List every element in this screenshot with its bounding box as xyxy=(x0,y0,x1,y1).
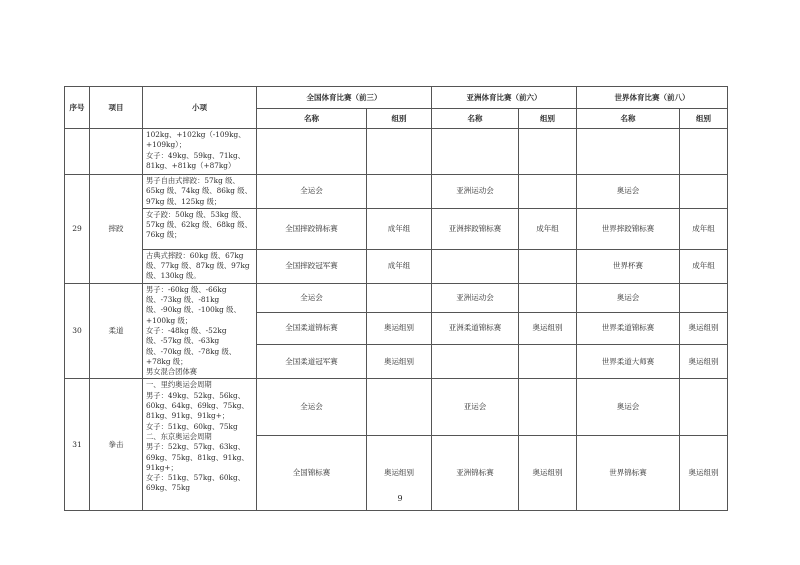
cell-asian-group xyxy=(519,283,577,312)
cell-world-name: 世界杯赛 xyxy=(577,249,680,283)
cell-sub-items: 一、里约奥运会周期 男子：49kg、52kg、56kg、60kg、64kg、69kg、75kg、81kg、91kg、91kg+； 女子：51kg、60kg、75kg 二、东京奥运会周期 男子：52kg、57kg、63kg、69kg、75kg、81kg、91kg、91kg+； 女子：51kg、57kg、60kg、69kg、75kg xyxy=(143,379,257,511)
cell-seq: 30 xyxy=(65,283,90,379)
cell-world-group: 奥运组别 xyxy=(680,345,728,379)
cell-world-group xyxy=(680,283,728,312)
cell-national-name: 全运会 xyxy=(257,379,367,436)
cell-seq xyxy=(65,129,90,175)
table-row xyxy=(65,379,728,436)
cell-asian-name: 亚洲锦标赛 xyxy=(432,436,519,511)
table-row xyxy=(65,283,728,312)
cell-world-name: 世界锦标赛 xyxy=(577,436,680,511)
cell-asian-group xyxy=(519,379,577,436)
header-national-group: 组别 xyxy=(367,109,432,129)
cell-national-group: 奥运组别 xyxy=(367,345,432,379)
header-seq: 序号 xyxy=(65,87,90,129)
page-number: 9 xyxy=(397,494,403,503)
cell-national-name: 全国锦标赛 xyxy=(257,436,367,511)
cell-seq: 29 xyxy=(65,175,90,284)
cell-world-group: 奥运组别 xyxy=(680,436,728,511)
cell-world-group: 成年组 xyxy=(680,249,728,283)
header-asian-group: 组别 xyxy=(519,109,577,129)
header-asian: 亚洲体育比赛（前六） xyxy=(432,87,577,109)
header-asian-name: 名称 xyxy=(432,109,519,129)
cell-asian-name: 亚运会 xyxy=(432,379,519,436)
cell-asian-group xyxy=(519,249,577,283)
cell-world-name: 奥运会 xyxy=(577,175,680,209)
cell-project: 柔道 xyxy=(90,283,143,379)
cell-world-name: 奥运会 xyxy=(577,283,680,312)
cell-national-name: 全国摔跤冠军赛 xyxy=(257,249,367,283)
cell-project xyxy=(90,129,143,175)
cell-national-group xyxy=(367,175,432,209)
table-row xyxy=(65,129,728,175)
table-row xyxy=(65,208,728,249)
cell-asian-name xyxy=(432,249,519,283)
cell-asian-group xyxy=(519,175,577,209)
cell-project: 摔跤 xyxy=(90,175,143,284)
cell-sub-items: 男子自由式摔跤：57kg 级、65kg 级、74kg 级、86kg 级、97kg 级、125kg 级； xyxy=(143,175,257,209)
cell-sub-items: 女子跤：50kg 级、53kg 级、57kg 级、62kg 级、68kg 级、76kg 级； xyxy=(143,208,257,249)
cell-sub-items: 男子：-60kg 级、-66kg 级、-73kg 级、-81kg 级、-90kg 级、-100kg 级、+100kg 级； 女子：-48kg 级、-52kg 级、-57kg 级、-63kg 级、-70kg 级、-78kg 级、+78kg 级； 男女混合团体赛 xyxy=(143,283,257,379)
cell-asian-group: 成年组 xyxy=(519,208,577,249)
cell-asian-name: 亚洲摔跤锦标赛 xyxy=(432,208,519,249)
cell-sub-items: 古典式摔跤：60kg 级、67kg 级、77kg 级、87kg 级、97kg 级、130kg 级。 xyxy=(143,249,257,283)
cell-sub-items: 102kg、+102kg（-109kg、+109kg）； 女子：49kg、59kg、71kg、81kg、+81kg（+87kg） xyxy=(143,129,257,175)
cell-asian-group xyxy=(519,345,577,379)
cell-national-name: 全国柔道冠军赛 xyxy=(257,345,367,379)
header-national: 全国体育比赛（前三） xyxy=(257,87,432,109)
cell-national-group xyxy=(367,379,432,436)
cell-national-name: 全国柔道锦标赛 xyxy=(257,313,367,345)
cell-asian-name: 亚洲运动会 xyxy=(432,283,519,312)
cell-project: 拳击 xyxy=(90,379,143,511)
cell-seq: 31 xyxy=(65,379,90,511)
cell-world-group: 成年组 xyxy=(680,208,728,249)
cell-asian-name xyxy=(432,345,519,379)
cell-world-name: 世界柔道大师赛 xyxy=(577,345,680,379)
cell-national-group: 奥运组别 xyxy=(367,436,432,511)
cell-world-name: 世界柔道锦标赛 xyxy=(577,313,680,345)
cell-world-group xyxy=(680,175,728,209)
cell-national-group: 成年组 xyxy=(367,208,432,249)
cell-national-name: 全国摔跤锦标赛 xyxy=(257,208,367,249)
sports-events-table xyxy=(64,86,728,511)
header-national-name: 名称 xyxy=(257,109,367,129)
cell-national-group: 成年组 xyxy=(367,249,432,283)
header-sub: 小项 xyxy=(143,87,257,129)
table-row xyxy=(65,249,728,283)
header-world-group: 组别 xyxy=(680,109,728,129)
cell-asian-name: 亚洲柔道锦标赛 xyxy=(432,313,519,345)
cell-world-group xyxy=(680,379,728,436)
cell-asian-group: 奥运组别 xyxy=(519,313,577,345)
cell-national-name: 全运会 xyxy=(257,175,367,209)
header-world: 世界体育比赛（前八） xyxy=(577,87,728,109)
cell-national-name: 全运会 xyxy=(257,283,367,312)
header-project: 项目 xyxy=(90,87,143,129)
cell-asian-group: 奥运组别 xyxy=(519,436,577,511)
cell-world-name: 世界摔跤锦标赛 xyxy=(577,208,680,249)
cell-asian-name: 亚洲运动会 xyxy=(432,175,519,209)
cell-national-group xyxy=(367,283,432,312)
header-world-name: 名称 xyxy=(577,109,680,129)
cell-national-group: 奥运组别 xyxy=(367,313,432,345)
table-row xyxy=(65,175,728,209)
cell-world-group: 奥运组别 xyxy=(680,313,728,345)
cell-world-name: 奥运会 xyxy=(577,379,680,436)
